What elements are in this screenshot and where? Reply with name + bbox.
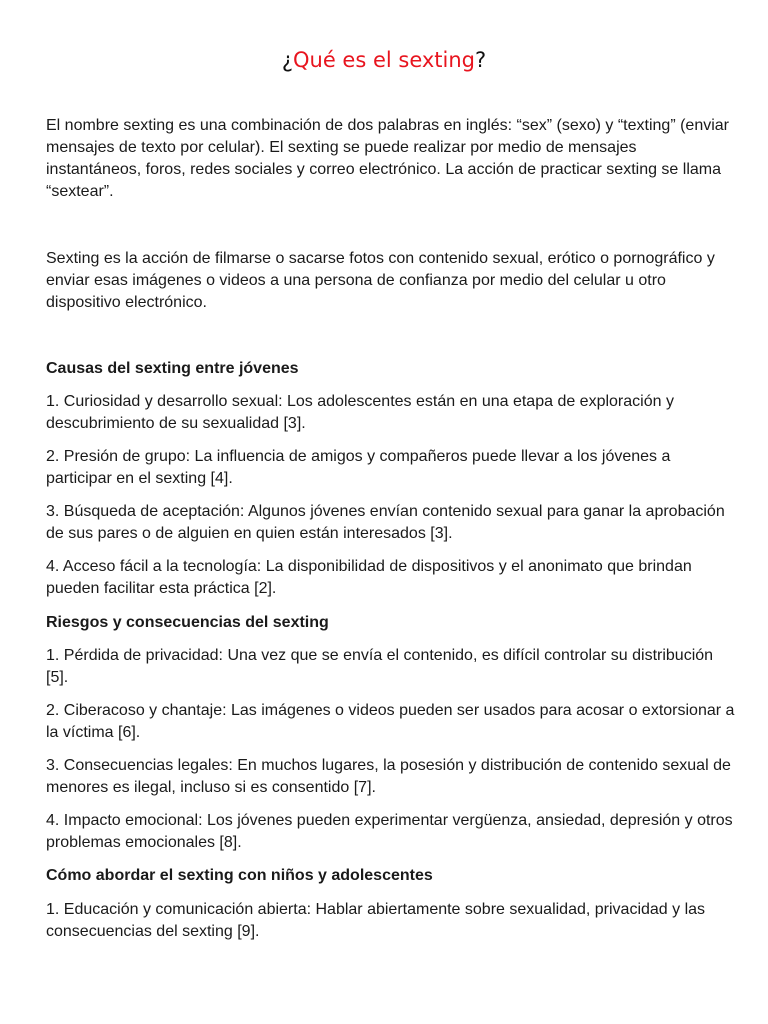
intro-paragraph-1 (46, 115, 736, 203)
list-item-text: 4. Impacto emocional: Los jóvenes pueden experimentar vergüenza, ansiedad, depresión y otros problemas emocionales [8]. (46, 812, 733, 851)
list-item (46, 501, 736, 545)
section-heading-causas (46, 358, 736, 380)
section-heading: Cómo abordar el sexting con niños y adolescentes (46, 867, 433, 884)
list-item (46, 700, 736, 744)
list-item-text: 4. Acceso fácil a la tecnología: La disponibilidad de dispositivos y el anonimato que brindan pueden facilitar esta práctica [2]. (46, 558, 692, 597)
list-item (46, 755, 736, 799)
title-prefix: ¿ (281, 48, 293, 72)
section-heading: Causas del sexting entre jóvenes (46, 360, 299, 377)
page-title (0, 44, 768, 76)
section-heading-riesgos (46, 612, 736, 634)
list-item (46, 645, 736, 689)
list-item-text: 3. Consecuencias legales: En muchos lugares, la posesión y distribución de contenido sexual de menores es ilegal, incluso si es consentido [7]. (46, 757, 731, 796)
list-item-text: 3. Búsqueda de aceptación: Algunos jóvenes envían contenido sexual para ganar la aprobación de sus pares o de alguien en quien están interesados [3]. (46, 503, 725, 542)
list-item-text: 1. Educación y comunicación abierta: Hablar abiertamente sobre sexualidad, privacidad y las consecuencias del sexting [9]. (46, 901, 706, 940)
list-item (46, 899, 736, 943)
list-item (46, 446, 736, 490)
list-item (46, 810, 736, 854)
list-item-text: 2. Presión de grupo: La influencia de amigos y compañeros puede llevar a los jóvenes a participar en el sexting [4]. (46, 448, 671, 487)
paragraph-text: El nombre sexting es una combinación de dos palabras en inglés: “sex” (sexo) y “texting” (enviar mensajes de texto por celular). El sexting se puede realizar por medio de mensajes instantáneos, foros, redes sociales y correo electrónico. La acción de practicar sexting se llama “sextear”. (46, 117, 729, 200)
list-item (46, 556, 736, 600)
title-suffix: ? (475, 48, 487, 72)
title-highlight: Qué es el sexting (292, 48, 476, 72)
paragraph-text: Sexting es la acción de filmarse o sacarse fotos con contenido sexual, erótico o pornográfico y enviar esas imágenes o videos a una persona de confianza por medio del celular u otro dispositivo electrónico. (46, 250, 715, 311)
list-item-text: 1. Curiosidad y desarrollo sexual: Los adolescentes están en una etapa de exploración y descubrimiento de su sexualidad [3]. (46, 393, 674, 432)
section-heading-abordar (46, 865, 736, 887)
list-item-text: 2. Ciberacoso y chantaje: Las imágenes o videos pueden ser usados para acosar o extorsionar a la víctima [6]. (46, 702, 735, 741)
list-item (46, 391, 736, 435)
list-item-text: 1. Pérdida de privacidad: Una vez que se envía el contenido, es difícil controlar su distribución [5]. (46, 647, 714, 686)
intro-paragraph-2 (46, 248, 736, 314)
section-heading: Riesgos y consecuencias del sexting (46, 614, 329, 631)
